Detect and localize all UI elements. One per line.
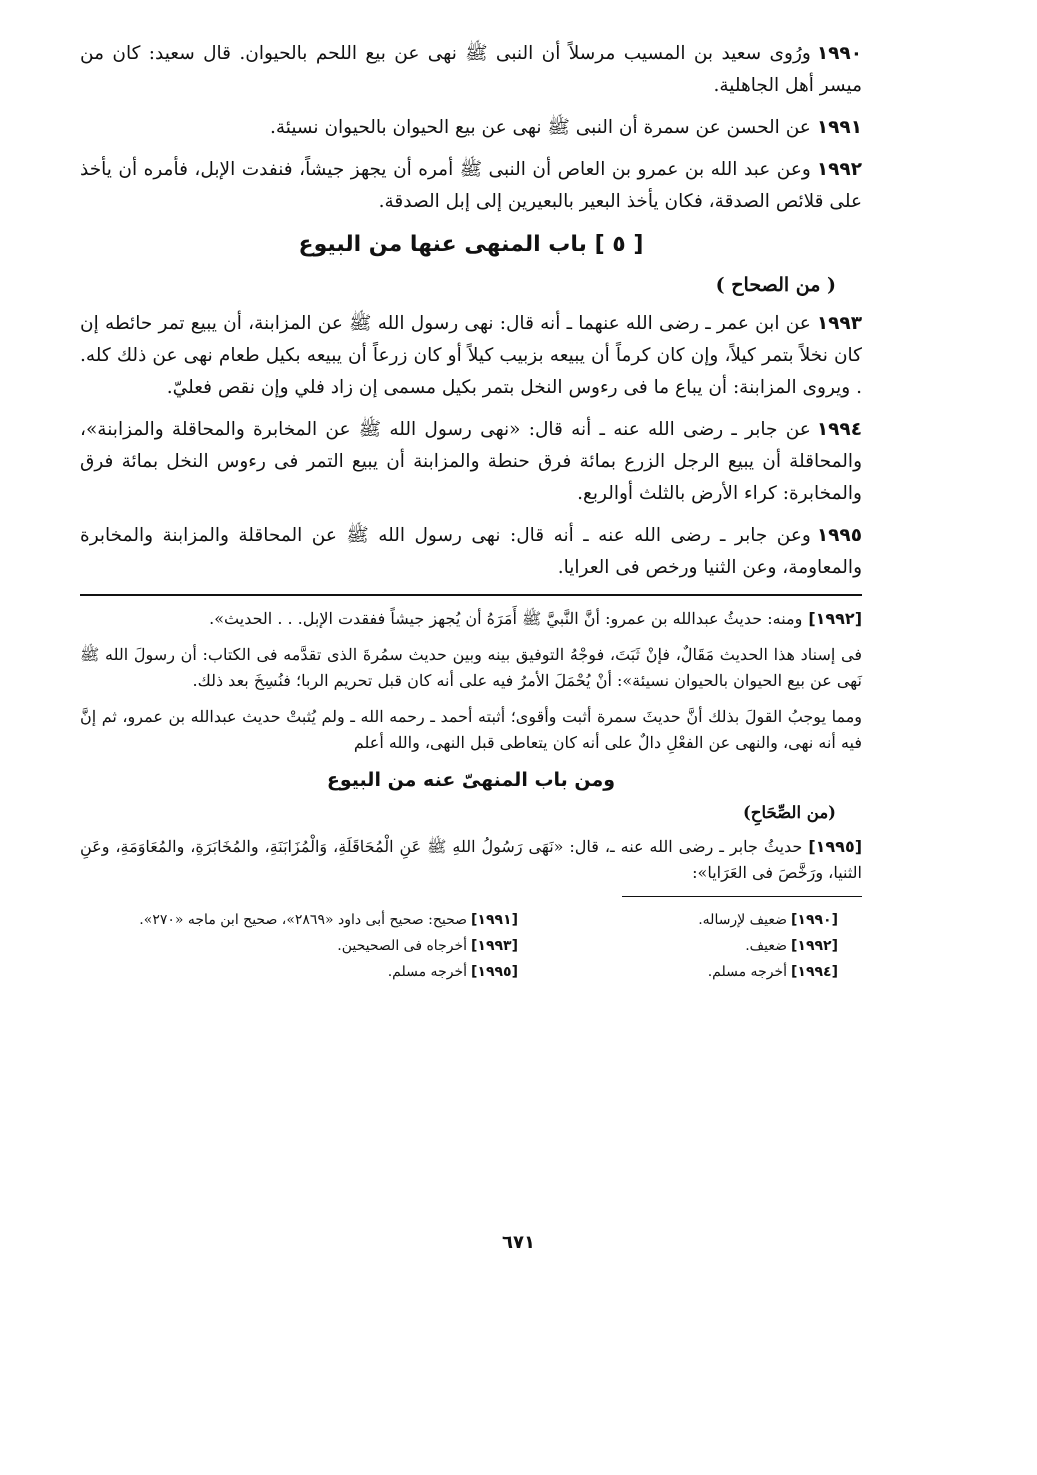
page-content [80,38,862,985]
footnote [80,933,518,959]
footnote-text: ضعيف. [745,938,787,954]
commentary-text: حديثُ جابر ـ رضى الله عنه ـ، قال: «نَهَى رَسُولُ اللهِ ﷺ عَنِ الْمُحَاقَلَةِ، وَالْمُزَابَنَةِ، والمُخَابَرَةِ، والمُعَاوَمَةِ، وعَنِ الثنيا، ورَخَّصَ فى العَرَايا»: [80,837,862,882]
footnote-number: [١٩٩٥] [471,964,518,980]
footnotes [80,907,862,985]
hadith-number: ١٩٩٢ [816,159,862,180]
footnote [518,933,838,959]
chapter-title: [ ٥ ] باب المنهى عنها من البيوع [298,232,644,257]
commentary-text: ومما يوجبُ القولَ بذلك أنَّ حديثَ سمرة أثبت وأقوى؛ أثبته أحمد ـ رحمه الله ـ ولم يُثبتْ حديث عبدالله بن عمرو، ثم إنَّ فيه أنه نهى، والنهى عن الفعْلِ دالٌ على أنه كان يتعاطى قبل النهى، والله أعلم [80,707,862,752]
commentary-text: فى إسناد هذا الحديث مَقَالٌ، فإنْ ثَبَتَ، فوجْهُ التوفيق بينه وبين حديث سمُرةَ الذى تقدَّمه فى الكتاب: أن رسولَ الله ﷺ نَهى عن بيع الحيوان بالحيوان نسيئة»: أنْ يُحْمَلَ الأمرُ فيه على أنه كان قبل تحريم الربا؛ فنُسِخَ بعد ذلك. [80,645,862,690]
hadith-text: ورُوى سعيد بن المسيب مرسلاً أن النبى ﷺ نهى عن بيع اللحم بالحيوان. قال سعيد: كان من ميسر أهل الجاهلية. [80,43,862,96]
footnote-number: [١٩٩٠] [791,912,838,928]
hadith-text: عن جابر ـ رضى الله عنه ـ أنه قال: «نهى رسول الله ﷺ عن المخابرة والمحاقلة والمزابنة»، والمحاقلة أن يبيع الرجل الزرع بمائة فرق حنطة والمزابنة أن يبيع التمر فى رءوس النخل بمائة فرق والمخابرة: كراء الأرض بالثلث أوالربع. [80,419,862,504]
hadith-1990 [80,38,862,102]
commentary-paragraph [80,642,862,694]
hadith-text: وعن جابر ـ رضى الله عنه ـ أنه قال: نهى رسول الله ﷺ عن المحاقلة والمزابنة والمخابرة والمعاومة، وعن الثنيا ورخص فى العرايا. [80,525,862,578]
commentary-paragraph [80,704,862,756]
commentary-subheading: (من الصِّحَاحِ) [742,803,836,822]
commentary-divider [80,594,862,596]
hadith-1992 [80,154,862,218]
footnote-divider [622,896,862,897]
footnote-text: أخرجه مسلم. [387,964,467,980]
footnote-text: أخرجاه فى الصحيحين. [337,938,467,954]
footnote [80,907,518,933]
commentary-paragraph [80,834,862,886]
footnote-number: [١٩٩٤] [791,964,838,980]
section-label: ( من الصحاح ) [715,274,836,296]
hadith-1994 [80,414,862,510]
footnote-text: ضعيف لإرساله. [698,912,787,928]
footnote [518,907,838,933]
footnote-text: أخرجه مسلم. [707,964,787,980]
hadith-text: وعن عبد الله بن عمرو بن العاص أن النبى ﷺ أمره أن يجهز جيشاً، فنفدت الإبل، فأمره أن يأخذ على قلائص الصدقة، فكان يأخذ البعير بالبعيرين إلى إبل الصدقة. [80,159,862,212]
commentary-paragraph [80,606,862,632]
hadith-number: ١٩٩١ [816,117,862,138]
hadith-1993 [80,308,862,404]
footnote-number: [١٩٩١] [471,912,518,928]
hadith-1991 [80,112,862,144]
commentary-number: [١٩٩٢] [808,609,862,628]
hadith-number: ١٩٩٤ [816,419,862,440]
commentary-heading: ومن باب المنهىّ عنه من البيوع [326,769,616,791]
hadith-number: ١٩٩٠ [816,43,862,64]
commentary-text: ومنه: حديثُ عبدالله بن عمرو: أنَّ النَّبيَّ ﷺ أَمَرَهُ أن يُجهز جيشاً ففقدت الإبل. . . الحديث». [209,609,803,628]
hadith-text: عن الحسن عن سمرة أن النبى ﷺ نهى عن بيع الحيوان بالحيوان نسيئة. [269,117,811,138]
footnote [80,959,518,985]
footnote-number: [١٩٩٢] [791,938,838,954]
commentary-number: [١٩٩٥] [808,837,863,856]
footnote [518,959,838,985]
page-number: ٦٧١ [502,1232,535,1253]
footnote-text: صحيح: صحيح أبى داود «٢٨٦٩»، صحيح ابن ماجه «٢٧٠». [139,912,467,928]
hadith-1995 [80,520,862,584]
hadith-text: عن ابن عمر ـ رضى الله عنهما ـ أنه قال: نهى رسول الله ﷺ عن المزابنة، أن يبيع تمر حائطه إن كان نخلاً بتمر كيلاً، وإن كان كرماً أن يبيعه بزبيب كيلاً أو كان زرعاً أن يبيعه بكيل طعام نهى عن ذلك كله. . ويروى المزابنة: أن يباع ما فى رءوس النخل بتمر بكيل مسمى إن زاد فلي وإن نقص فعليّ. [80,313,862,398]
hadith-number: ١٩٩٥ [816,525,862,546]
footnote-number: [١٩٩٣] [471,938,518,954]
hadith-number: ١٩٩٣ [816,313,862,334]
